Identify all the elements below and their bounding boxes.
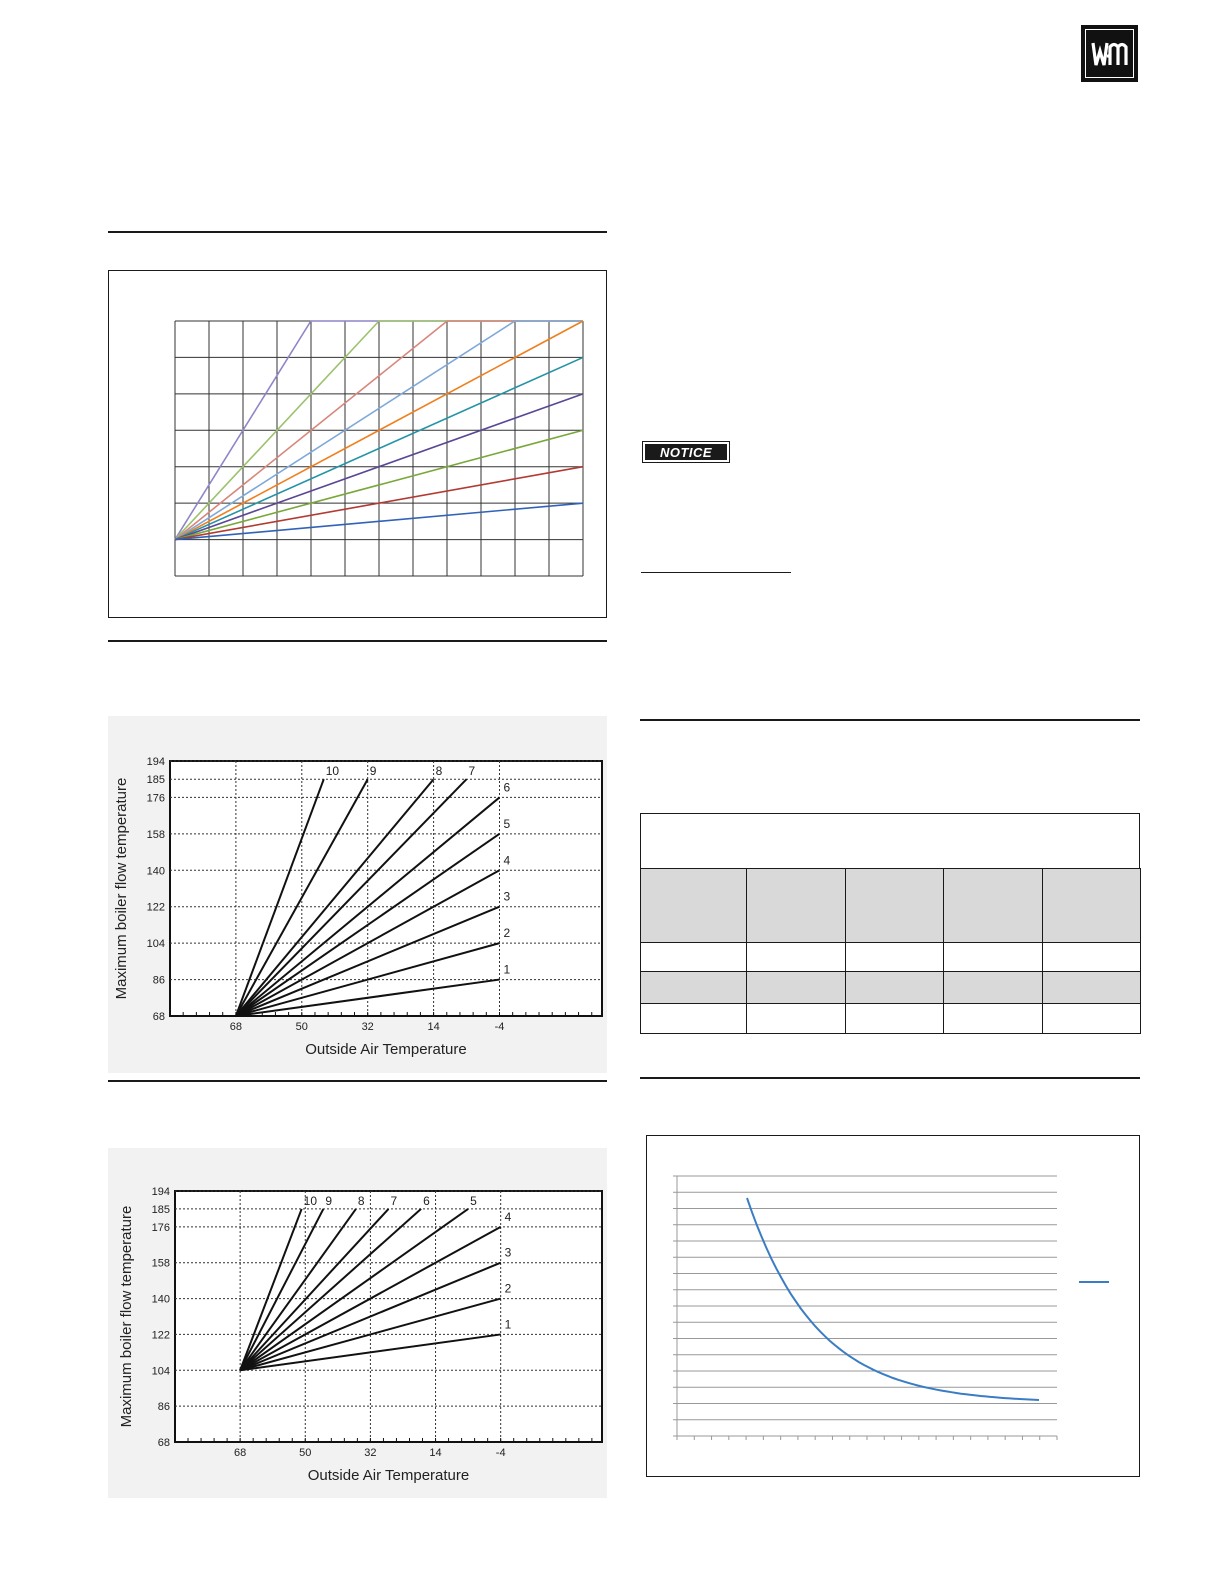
section-rule [108, 231, 607, 233]
table-cell [944, 1004, 1043, 1034]
curve-number-label: 5 [470, 1193, 477, 1208]
decay-curve-line [747, 1198, 1039, 1400]
curve-number-label: 2 [504, 1281, 512, 1296]
curve-number-label: 1 [503, 962, 511, 977]
decay-curve-chart [646, 1135, 1140, 1477]
table-cell [641, 943, 747, 972]
table-cell [846, 972, 944, 1004]
x-tick-label: 68 [234, 1447, 247, 1459]
y-tick-label: 194 [146, 756, 165, 768]
x-tick-label: 32 [364, 1447, 377, 1459]
y-tick-label: 185 [151, 1203, 170, 1216]
data-table-header-box [640, 813, 1140, 869]
y-tick-label: 158 [151, 1257, 170, 1270]
table-row [641, 972, 1141, 1004]
y-tick-label: 86 [157, 1401, 170, 1414]
reset-curve-chart-104 [108, 1148, 607, 1498]
table-cell [747, 972, 846, 1004]
curve-number-label: 4 [504, 1209, 512, 1224]
table-cell [846, 869, 944, 943]
curve-number-label: 7 [468, 764, 476, 779]
x-axis-label: Outside Air Temperature [307, 1467, 470, 1484]
table-cell [944, 972, 1043, 1004]
y-tick-label: 122 [146, 901, 165, 914]
y-tick-label: 86 [152, 974, 165, 987]
chart-plot [108, 1148, 607, 1498]
x-tick-label: 50 [295, 1021, 308, 1033]
y-tick-label: 140 [151, 1293, 170, 1306]
x-tick-label: -4 [495, 1447, 506, 1459]
curve-number-label: 2 [503, 926, 511, 941]
y-tick-label: 104 [146, 938, 165, 951]
x-tick-label: 14 [427, 1021, 440, 1033]
notice-label: NOTICE [659, 444, 713, 460]
reset-curve-chart-color [108, 270, 607, 618]
table-cell [641, 1004, 747, 1034]
table-cell [846, 943, 944, 972]
y-tick-label: 185 [146, 774, 165, 787]
section-rule [640, 719, 1140, 721]
brand-logo [1081, 25, 1138, 82]
table-row [641, 869, 1141, 943]
chart-plot [647, 1136, 1138, 1475]
y-axis-label: Maximum boiler flow temperature [113, 777, 130, 1000]
x-tick-label: 68 [229, 1021, 243, 1033]
section-rule [108, 1080, 607, 1082]
table-cell [1043, 869, 1141, 943]
table-cell [1043, 1004, 1141, 1034]
curve-number-label: 9 [369, 764, 377, 779]
table-cell [641, 972, 747, 1004]
y-tick-label: 194 [151, 1186, 170, 1198]
table-cell [641, 869, 747, 943]
x-tick-label: 14 [429, 1447, 442, 1459]
curve-number-label: 1 [504, 1317, 512, 1332]
curve-number-label: 4 [503, 853, 511, 868]
table-cell [1043, 943, 1141, 972]
table-row [641, 1004, 1141, 1034]
x-tick-label: -4 [494, 1021, 505, 1033]
x-tick-label: 32 [361, 1021, 374, 1033]
table-cell [1043, 972, 1141, 1004]
data-table [640, 868, 1141, 1034]
chart-plot [108, 716, 607, 1073]
x-tick-label: 50 [299, 1447, 312, 1459]
y-tick-label: 158 [146, 828, 165, 841]
reset-curve-chart-68 [108, 716, 607, 1073]
y-tick-label: 176 [146, 792, 165, 805]
y-tick-label: 122 [151, 1329, 170, 1342]
chart-plot [109, 271, 605, 616]
curve-number-label: 10 [303, 1193, 318, 1208]
plot-frame [170, 761, 602, 1016]
plot-frame [175, 1191, 602, 1442]
curve-number-label: 10 [325, 764, 340, 779]
table-cell [846, 1004, 944, 1034]
y-tick-label: 176 [151, 1221, 170, 1234]
y-axis-label: Maximum boiler flow temperature [118, 1205, 135, 1428]
curve-number-label: 9 [325, 1193, 333, 1208]
y-tick-label: 104 [151, 1365, 170, 1378]
curve-number-label: 8 [435, 764, 443, 779]
curve-number-label: 6 [423, 1193, 430, 1208]
section-rule [108, 640, 607, 642]
curve-number-label: 8 [357, 1193, 365, 1208]
curve-number-label: 3 [504, 1245, 512, 1260]
underlined-heading-rule [641, 572, 791, 573]
table-cell [747, 1004, 846, 1034]
y-tick-label: 68 [157, 1437, 170, 1449]
curve-number-label: 5 [503, 816, 511, 831]
curve-number-label: 7 [390, 1193, 398, 1208]
table-cell [747, 943, 846, 972]
y-tick-label: 68 [152, 1011, 165, 1023]
y-tick-label: 140 [146, 865, 165, 878]
table-cell [747, 869, 846, 943]
logo-mark-icon [1081, 25, 1138, 82]
notice-badge [642, 441, 730, 463]
x-axis-label: Outside Air Temperature [305, 1041, 467, 1058]
table-cell [944, 943, 1043, 972]
table-cell [944, 869, 1043, 943]
curve-number-label: 3 [503, 889, 511, 904]
section-rule [640, 1077, 1140, 1079]
table-row [641, 943, 1141, 972]
curve-number-label: 6 [503, 780, 511, 795]
